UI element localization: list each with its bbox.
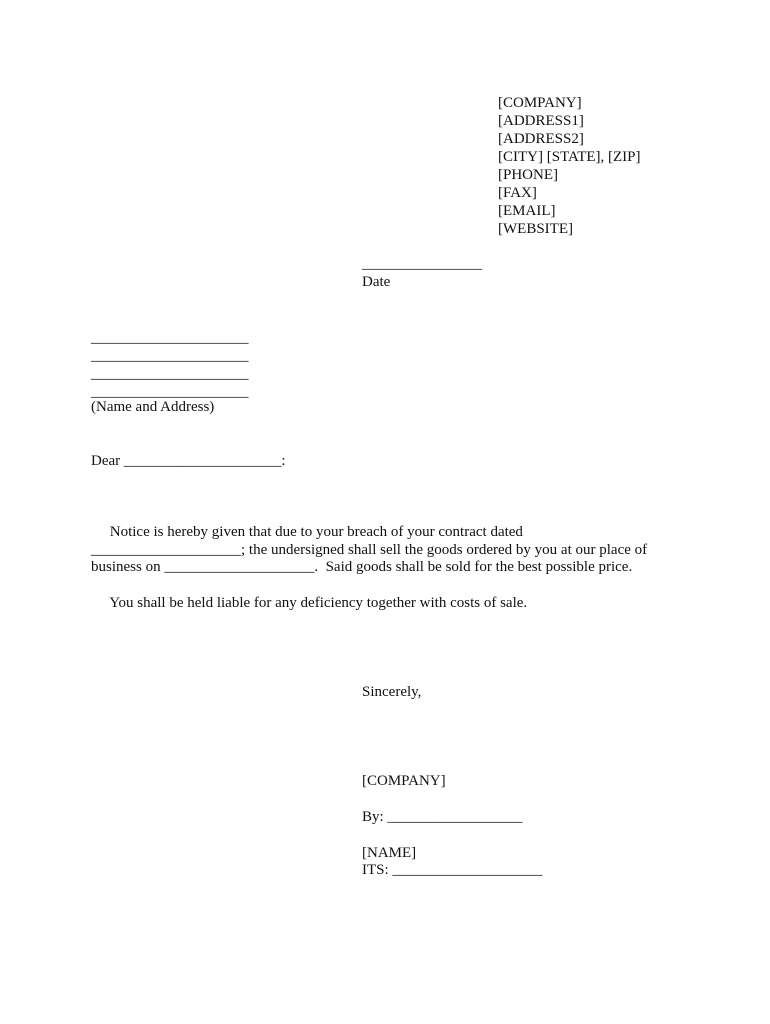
sender-city-state-zip: [CITY] [STATE], [ZIP] bbox=[498, 149, 641, 165]
closing-sincerely: Sincerely, bbox=[362, 684, 422, 700]
sender-block bbox=[498, 94, 641, 238]
recipient-line-3: _____________________ bbox=[91, 366, 249, 382]
sender-phone: [PHONE] bbox=[498, 167, 558, 183]
date-label: Date bbox=[362, 274, 391, 290]
closing-by: By: __________________ bbox=[362, 809, 523, 825]
sender-fax: [FAX] bbox=[498, 185, 537, 201]
recipient-line-1: _____________________ bbox=[91, 330, 249, 346]
sender-company: [COMPANY] bbox=[498, 95, 582, 111]
salutation: Dear _____________________: bbox=[91, 453, 286, 469]
date-blank: ________________ bbox=[362, 256, 482, 272]
body-p1-line-2: ____________________; the undersigned shall sell the goods ordered by you at our place of bbox=[91, 542, 648, 558]
sender-address1: [ADDRESS1] bbox=[498, 113, 584, 129]
body-paragraph-2: You shall be held liable for any deficiency together with costs of sale. bbox=[91, 595, 528, 611]
sender-website: [WEBSITE] bbox=[498, 221, 573, 237]
sender-address2: [ADDRESS2] bbox=[498, 131, 584, 147]
recipient-label: (Name and Address) bbox=[91, 399, 215, 415]
sender-email: [EMAIL] bbox=[498, 203, 556, 219]
closing-company: [COMPANY] bbox=[362, 773, 446, 789]
body-p1-line-1: Notice is hereby given that due to your breach of your contract dated bbox=[91, 524, 523, 540]
body-p1-line-3: business on ____________________. Said goods shall be sold for the best possible price. bbox=[91, 559, 633, 575]
recipient-line-4: _____________________ bbox=[91, 384, 249, 400]
recipient-line-2: _____________________ bbox=[91, 348, 249, 364]
closing-name: [NAME] bbox=[362, 845, 417, 861]
closing-its: ITS: ____________________ bbox=[362, 862, 543, 878]
